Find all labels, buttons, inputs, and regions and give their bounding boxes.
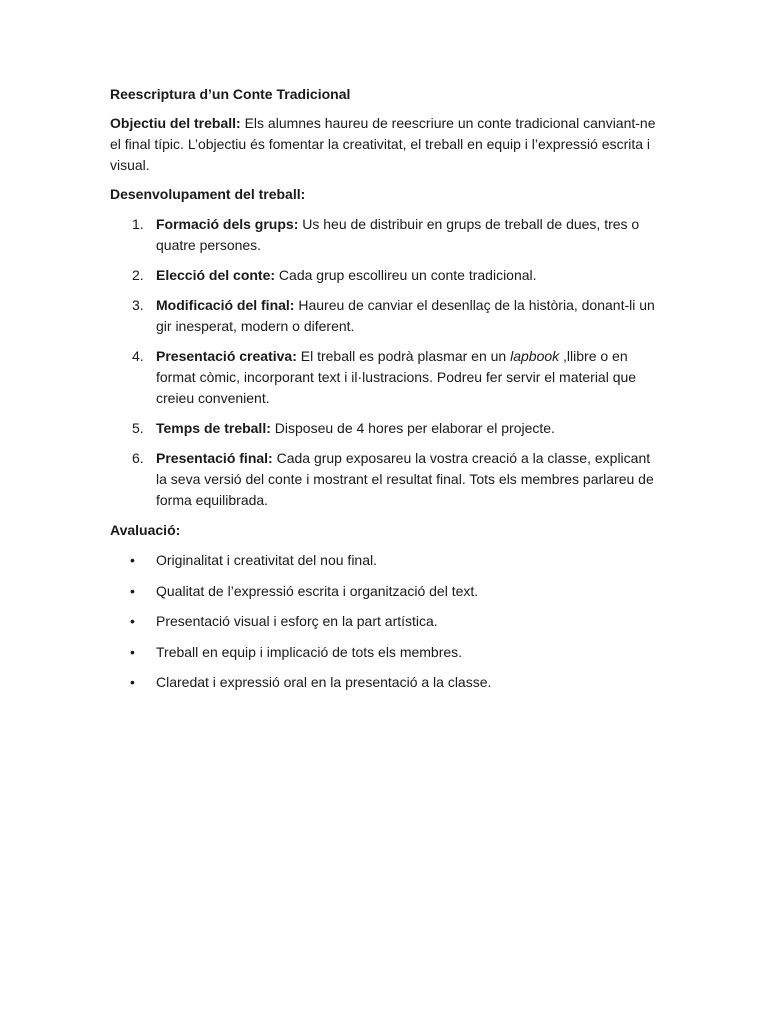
step-label: Temps de treball: bbox=[156, 420, 271, 436]
step-text: Us heu de distribuir en grups de treball de dues, tres o quatre persones. bbox=[156, 216, 640, 253]
step-number: 5. bbox=[132, 420, 144, 436]
criteria-text: Presentació visual i esforç en la part artística. bbox=[156, 613, 438, 630]
development-steps-list bbox=[110, 214, 660, 511]
objective-paragraph bbox=[110, 113, 660, 176]
document-title: Reescriptura d’un Conte Tradicional bbox=[110, 86, 351, 102]
step-item bbox=[110, 418, 660, 439]
step-text: Cada grup escollireu un conte tradicional. bbox=[275, 267, 537, 283]
step-text: Disposeu de 4 hores per elaborar el projecte. bbox=[270, 420, 555, 436]
bullet-icon: • bbox=[130, 582, 135, 599]
step-label: Presentació final: bbox=[156, 450, 273, 466]
criteria-item bbox=[110, 672, 660, 693]
step-item bbox=[110, 448, 660, 511]
step-text-italic: lapbook bbox=[510, 348, 560, 364]
document-page bbox=[110, 84, 660, 703]
criteria-item bbox=[110, 550, 660, 571]
criteria-item bbox=[110, 611, 660, 632]
step-text: Cada grup exposareu la vostra creació a la classe, explicant la seva versió del conte i mostrant el resultat final. Tots els membres parlareu de forma equilibrada. bbox=[156, 450, 654, 508]
step-number: 2. bbox=[132, 267, 144, 283]
development-heading: Desenvolupament del treball: bbox=[110, 186, 306, 202]
step-label: Presentació creativa: bbox=[156, 348, 297, 364]
step-label: Modificació del final: bbox=[156, 297, 295, 313]
bullet-icon: • bbox=[130, 613, 135, 630]
objective-label: Objectiu del treball: bbox=[110, 115, 241, 131]
criteria-text: Qualitat de l’expressió escrita i organització del text. bbox=[156, 582, 479, 599]
criteria-text: Originalitat i creativitat del nou final. bbox=[156, 552, 377, 568]
step-item bbox=[110, 295, 660, 337]
step-item bbox=[110, 214, 660, 256]
step-number: 1. bbox=[132, 216, 144, 232]
criteria-text: Claredat i expressió oral en la presentació a la classe. bbox=[156, 674, 492, 691]
step-label: Formació dels grups: bbox=[156, 216, 299, 232]
objective-text: Els alumnes haureu de reescriure un conte tradicional canviant-ne el final típic. L’objectiu és fomentar la creativitat, el treball en equip i l’expressió escrita i visual. bbox=[110, 115, 656, 173]
step-text-after: ,llibre o en format còmic, incorporant text i il·lustracions. Podreu fer servir el material que creieu convenient. bbox=[156, 348, 637, 406]
step-text: Haureu de canviar el desenllaç de la història, donant-li un gir inesperat, modern o diferent. bbox=[156, 297, 655, 334]
step-number: 6. bbox=[132, 450, 144, 466]
bullet-icon: • bbox=[130, 552, 135, 568]
criteria-item bbox=[110, 642, 660, 663]
step-text-before: El treball es podrà plasmar en un bbox=[296, 348, 511, 364]
step-number: 4. bbox=[132, 348, 144, 364]
evaluation-criteria-list bbox=[110, 550, 660, 693]
bullet-icon: • bbox=[130, 674, 135, 691]
step-label: Elecció del conte: bbox=[156, 267, 276, 283]
evaluation-heading: Avaluació: bbox=[110, 522, 181, 538]
criteria-item bbox=[110, 581, 660, 602]
step-item bbox=[110, 265, 660, 286]
step-number: 3. bbox=[132, 297, 144, 313]
criteria-text: Treball en equip i implicació de tots els membres. bbox=[156, 643, 463, 660]
step-item bbox=[110, 346, 660, 409]
bullet-icon: • bbox=[130, 643, 135, 660]
